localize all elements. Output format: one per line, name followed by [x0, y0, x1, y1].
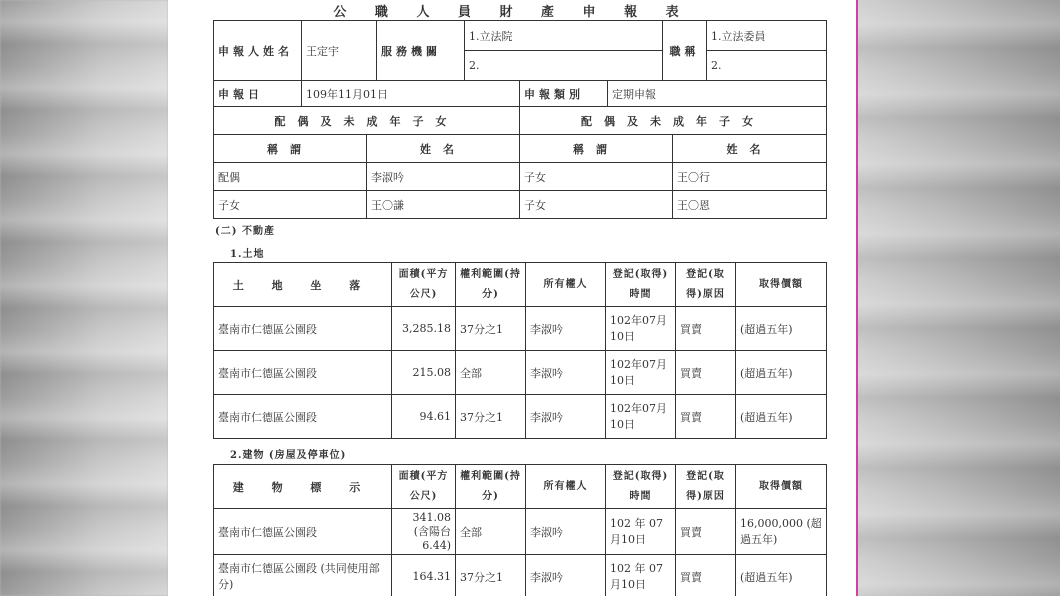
- family-section-title-left: 配偶及未成年子女: [214, 107, 520, 135]
- declarant-name: 王定宇: [302, 21, 377, 81]
- name-cell: 王〇謙: [367, 191, 520, 219]
- reason-cell: 買賣: [676, 351, 736, 395]
- land-table: [213, 262, 827, 439]
- owner-cell: 李淑吟: [526, 307, 606, 351]
- table-row: [214, 163, 827, 191]
- family-section-title-right: 配偶及未成年子女: [520, 107, 827, 135]
- name-header: 姓名: [673, 135, 827, 163]
- declaration-type: 定期申報: [608, 81, 827, 107]
- table-row: [214, 555, 827, 596]
- name-cell: 王〇恩: [673, 191, 827, 219]
- name-cell: 李淑吟: [367, 163, 520, 191]
- price-cell: (超過五年): [736, 555, 827, 596]
- area-cell: 215.08: [392, 351, 456, 395]
- area-cell: 3,285.18: [392, 307, 456, 351]
- table-row: [214, 509, 827, 555]
- building-label-header: 建 物 標 示: [214, 465, 392, 509]
- family-table: [213, 106, 827, 219]
- price-cell: 16,000,000 (超過五年): [736, 509, 827, 555]
- owner-cell: 李淑吟: [526, 395, 606, 439]
- price-header: 取得價額: [736, 263, 827, 307]
- rights-cell: 37分之1: [456, 307, 526, 351]
- price-cell: (超過五年): [736, 351, 827, 395]
- table-row: [214, 307, 827, 351]
- agency-2: 2.: [465, 51, 663, 81]
- price-cell: (超過五年): [736, 395, 827, 439]
- agency-1: 1.立法院: [465, 21, 663, 51]
- area-cell: 341.08 (含陽台 6.44): [392, 509, 456, 555]
- area-header: 面積(平方公尺): [392, 465, 456, 509]
- owner-cell: 李淑吟: [526, 555, 606, 596]
- land-location-header: 土 地 坐 落: [214, 263, 392, 307]
- table-row: [214, 191, 827, 219]
- reason-cell: 買賣: [676, 555, 736, 596]
- reason-cell: 買賣: [676, 395, 736, 439]
- rights-cell: 37分之1: [456, 555, 526, 596]
- location-cell: 臺南市仁德區公園段: [214, 509, 392, 555]
- rights-cell: 全部: [456, 509, 526, 555]
- area-cell: 164.31: [392, 555, 456, 596]
- name-header: 姓名: [367, 135, 520, 163]
- reg-time-header: 登記(取得)時間: [606, 465, 676, 509]
- reason-cell: 買賣: [676, 307, 736, 351]
- location-cell: 臺南市仁德區公園段 (共同使用部分): [214, 555, 392, 596]
- blurred-background-right: [858, 0, 1060, 596]
- building-section-title: 2.建物 (房屋及停車位): [230, 450, 347, 461]
- rights-header: 權利範圍(持分): [456, 465, 526, 509]
- rights-cell: 37分之1: [456, 395, 526, 439]
- relation-header: 稱謂: [520, 135, 673, 163]
- owner-header: 所有權人: [526, 263, 606, 307]
- location-cell: 臺南市仁德區公園段: [214, 307, 392, 351]
- name-cell: 王〇行: [673, 163, 827, 191]
- relation-cell: 子女: [214, 191, 367, 219]
- reason-cell: 買賣: [676, 509, 736, 555]
- owner-cell: 李淑吟: [526, 351, 606, 395]
- reg-time-cell: 102 年 07 月10日: [606, 509, 676, 555]
- relation-cell: 配偶: [214, 163, 367, 191]
- declaration-date-label: 申報日: [214, 81, 302, 107]
- reg-time-header: 登記(取得)時間: [606, 263, 676, 307]
- owner-header: 所有權人: [526, 465, 606, 509]
- reg-time-cell: 102年07月10日: [606, 351, 676, 395]
- position-2: 2.: [707, 51, 827, 81]
- table-row: [214, 351, 827, 395]
- edge-divider: [856, 0, 858, 596]
- agency-label: 服務機關: [377, 21, 465, 81]
- relation-header: 稱謂: [214, 135, 367, 163]
- rights-cell: 全部: [456, 351, 526, 395]
- location-cell: 臺南市仁德區公園段: [214, 395, 392, 439]
- real-estate-section-title: (二) 不動產: [215, 226, 275, 237]
- owner-cell: 李淑吟: [526, 509, 606, 555]
- reg-time-cell: 102年07月10日: [606, 395, 676, 439]
- reg-time-cell: 102 年 07 月10日: [606, 555, 676, 596]
- declarant-table: [213, 20, 827, 81]
- price-cell: (超過五年): [736, 307, 827, 351]
- declarant-name-label: 申報人姓名: [214, 21, 302, 81]
- relation-cell: 子女: [520, 191, 673, 219]
- land-section-title: 1.土地: [230, 249, 265, 260]
- position-label: 職稱: [663, 21, 707, 81]
- table-row: [214, 395, 827, 439]
- rights-header: 權利範圍(持分): [456, 263, 526, 307]
- reg-time-cell: 102年07月10日: [606, 307, 676, 351]
- reg-reason-header: 登記(取得)原因: [676, 263, 736, 307]
- document-page: [168, 0, 856, 596]
- blurred-background-left: [0, 0, 168, 596]
- position-1: 1.立法委員: [707, 21, 827, 51]
- relation-cell: 子女: [520, 163, 673, 191]
- reg-reason-header: 登記(取得)原因: [676, 465, 736, 509]
- building-table: [213, 464, 827, 596]
- price-header: 取得價額: [736, 465, 827, 509]
- declaration-type-label: 申報類別: [520, 81, 608, 107]
- location-cell: 臺南市仁德區公園段: [214, 351, 392, 395]
- area-header: 面積(平方公尺): [392, 263, 456, 307]
- document-title: 公 職 人 員 財 產 申 報 表: [333, 5, 691, 20]
- declaration-date: 109年11月01日: [302, 81, 520, 107]
- declaration-date-table: [213, 80, 827, 107]
- area-cell: 94.61: [392, 395, 456, 439]
